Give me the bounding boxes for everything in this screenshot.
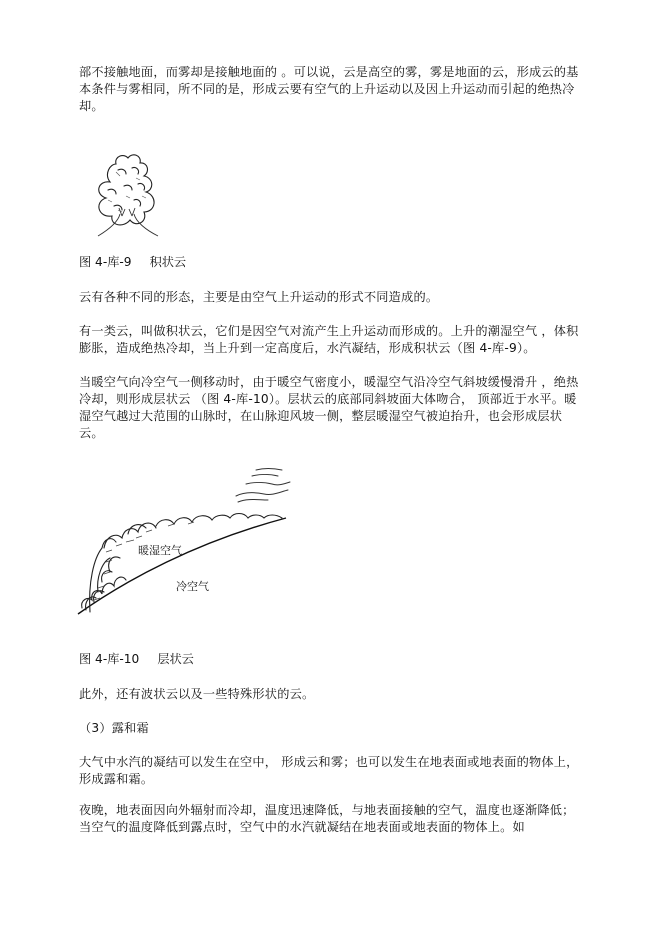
figure-10-caption (79, 651, 194, 668)
paragraph-cloud-forms: 云有各种不同的形态，主要是由空气上升运动的形式不同造成的。 (79, 290, 439, 304)
figure-10-title: 层状云 (157, 652, 194, 666)
warm-moist-air-label: 暖湿空气 (138, 544, 182, 557)
section-heading-dew-frost: （3）露和霜 (79, 721, 149, 735)
stratus-cloud-figure (76, 462, 296, 620)
paragraph-stratus: 当暖空气向冷空气一侧移动时，由于暖空气密度小，暖湿空气沿冷空气斜坡缓慢滑升 ，绝热冷却，则形成层状云 （图 4-库-10）。层状云的底部同斜坡面大体吻合， 顶部近于水平。暖湿空气越过大范围的山脉时，在山脉迎风坡一侧，整层暖湿空气被迫抬升，也会形成层状云。 (79, 375, 579, 440)
paragraph-night-cooling: 夜晚，地表面因向外辐射而冷却，温度迅速降低，与地表面接触的空气，温度也逐渐降低；当空气的温度降低到露点时，空气中的水汽就凝结在地表面或地表面的物体上。如 (79, 803, 575, 834)
paragraph-condensation: 大气中水汽的凝结可以发生在空中， 形成云和雾；也可以发生在地表面或地表面的物体上，形成露和霜。 (79, 755, 579, 786)
paragraph-cloud-fog: 部不接触地面，而雾却是接触地面的 。可以说，云是高空的雾，雾是地面的云，形成云的基本条件与雾相同，所不同的是，形成云要有空气的上升运动以及因上升运动而引起的绝热冷却。 (79, 65, 579, 113)
cumulus-cloud-figure (78, 150, 178, 245)
figure-9-caption (79, 254, 186, 271)
figure-10-number: 图 4-库-10 (79, 652, 140, 666)
paragraph-other-clouds: 此外，还有波状云以及一些特殊形状的云。 (79, 687, 315, 701)
cold-air-label: 冷空气 (176, 580, 209, 593)
figure-9-number: 图 4-库-9 (79, 255, 132, 269)
figure-9-title: 积状云 (149, 255, 187, 269)
paragraph-cumulus: 有一类云，叫做积状云，它们是因空气对流产生上升运动而形成的。上升的潮湿空气 ，体积膨胀，造成绝热冷却，当上升到一定高度后，水汽凝结，形成积状云（图 4-库-9）。 (79, 324, 579, 355)
